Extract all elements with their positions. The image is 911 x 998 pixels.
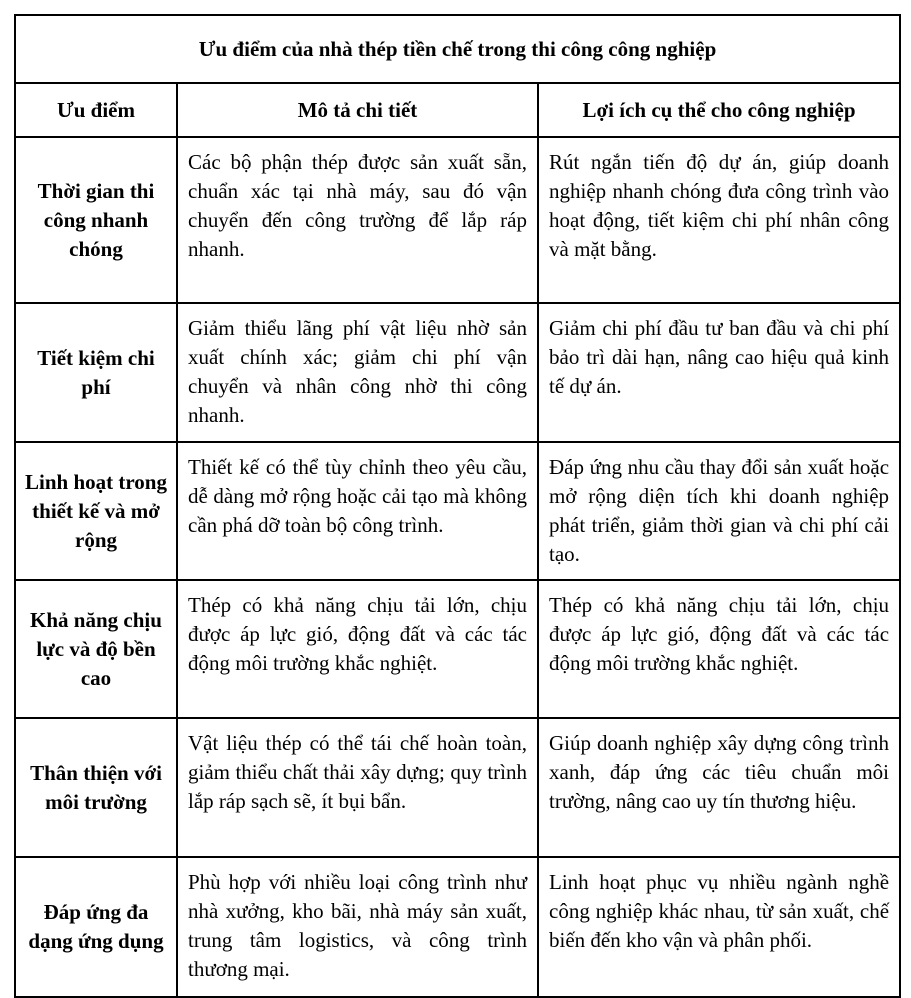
title-row	[15, 15, 900, 83]
description-cell: Thép có khả năng chịu tải lớn, chịu được áp lực gió, động đất và các tác động môi trường khắc nghiệt.	[177, 580, 538, 718]
table-row	[15, 580, 900, 718]
benefit-cell: Giảm chi phí đầu tư ban đầu và chi phí bảo trì dài hạn, nâng cao hiệu quả kinh tế dự án.	[538, 303, 900, 442]
benefit-cell: Linh hoạt phục vụ nhiều ngành nghề công nghiệp khác nhau, từ sản xuất, chế biến đến kho vận và phân phối.	[538, 857, 900, 997]
advantage-cell: Khả năng chịu lực và độ bền cao	[15, 580, 177, 718]
advantage-cell: Đáp ứng đa dạng ứng dụng	[15, 857, 177, 997]
description-cell: Vật liệu thép có thể tái chế hoàn toàn, giảm thiểu chất thải xây dựng; quy trình lắp ráp sạch sẽ, ít bụi bẩn.	[177, 718, 538, 857]
advantages-table	[14, 14, 901, 998]
advantage-cell: Tiết kiệm chi phí	[15, 303, 177, 442]
header-description: Mô tả chi tiết	[177, 83, 538, 137]
table-title: Ưu điểm của nhà thép tiền chế trong thi công công nghiệp	[15, 15, 900, 83]
table-row	[15, 137, 900, 303]
benefit-cell: Rút ngắn tiến độ dự án, giúp doanh nghiệp nhanh chóng đưa công trình vào hoạt động, tiết kiệm chi phí nhân công và mặt bằng.	[538, 137, 900, 303]
advantage-cell: Thân thiện với môi trường	[15, 718, 177, 857]
advantage-cell: Thời gian thi công nhanh chóng	[15, 137, 177, 303]
header-advantage: Ưu điểm	[15, 83, 177, 137]
description-cell: Các bộ phận thép được sản xuất sẵn, chuẩn xác tại nhà máy, sau đó vận chuyển đến công trường để lắp ráp nhanh.	[177, 137, 538, 303]
benefit-cell: Thép có khả năng chịu tải lớn, chịu được áp lực gió, động đất và các tác động môi trường khắc nghiệt.	[538, 580, 900, 718]
advantage-cell: Linh hoạt trong thiết kế và mở rộng	[15, 442, 177, 580]
benefit-cell: Giúp doanh nghiệp xây dựng công trình xanh, đáp ứng các tiêu chuẩn môi trường, nâng cao uy tín thương hiệu.	[538, 718, 900, 857]
header-benefit: Lợi ích cụ thể cho công nghiệp	[538, 83, 900, 137]
table-row	[15, 857, 900, 997]
table-row	[15, 718, 900, 857]
header-row	[15, 83, 900, 137]
description-cell: Thiết kế có thể tùy chỉnh theo yêu cầu, dễ dàng mở rộng hoặc cải tạo mà không cần phá dỡ toàn bộ công trình.	[177, 442, 538, 580]
description-cell: Giảm thiểu lãng phí vật liệu nhờ sản xuất chính xác; giảm chi phí vận chuyển và nhân công nhờ thi công nhanh.	[177, 303, 538, 442]
description-cell: Phù hợp với nhiều loại công trình như nhà xưởng, kho bãi, nhà máy sản xuất, trung tâm logistics, và công trình thương mại.	[177, 857, 538, 997]
table-row	[15, 442, 900, 580]
table-row	[15, 303, 900, 442]
benefit-cell: Đáp ứng nhu cầu thay đổi sản xuất hoặc mở rộng diện tích khi doanh nghiệp phát triển, giảm thời gian và chi phí cải tạo.	[538, 442, 900, 580]
